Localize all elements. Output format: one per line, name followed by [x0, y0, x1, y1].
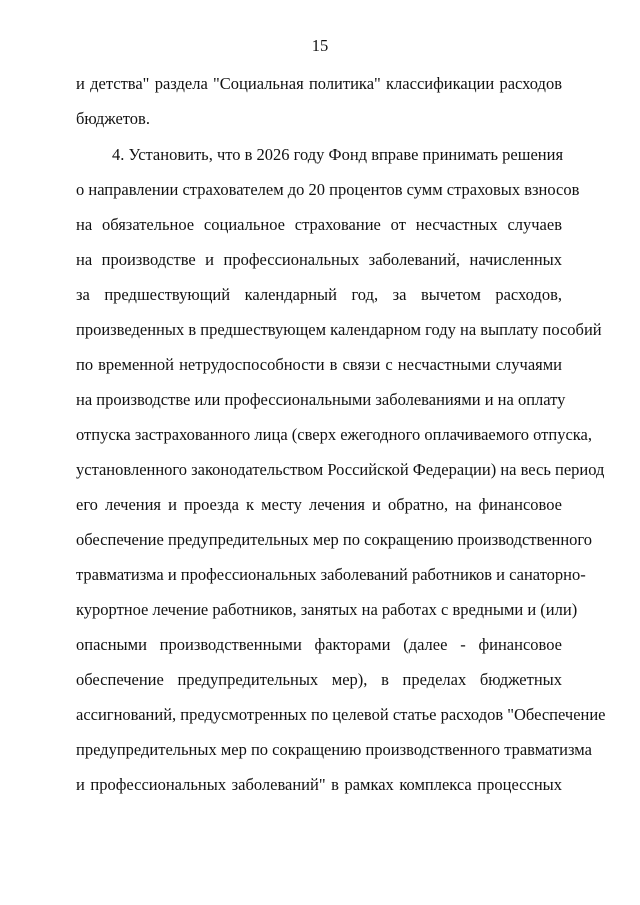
text-line: на производстве и профессиональных заболеваний, начисленных — [76, 250, 562, 269]
text-line: травматизма и профессиональных заболеваний работников и санаторно- — [76, 565, 586, 584]
text-line: бюджетов. — [76, 109, 150, 128]
text-line: и детства" раздела "Социальная политика" классификации расходов — [76, 74, 562, 93]
text-line: его лечения и проезда к месту лечения и обратно, на финансовое — [76, 495, 562, 514]
text-line: на производстве или профессиональными заболеваниями и на оплату — [76, 390, 566, 409]
paragraph-first-line: 4. Установить, что в 2026 году Фонд вправе принимать решения — [112, 145, 564, 164]
text-line: и профессиональных заболеваний" в рамках комплекса процессных — [76, 775, 562, 794]
text-line: по временной нетрудоспособности в связи с несчастными случаями — [76, 355, 562, 374]
text-line: предупредительных мер по сокращению производственного травматизма — [76, 740, 592, 759]
text-line: ассигнований, предусмотренных по целевой статье расходов "Обеспечение — [76, 705, 606, 724]
text-line: за предшествующий календарный год, за вычетом расходов, — [76, 285, 562, 304]
text-line: произведенных в предшествующем календарном году на выплату пособий — [76, 320, 602, 339]
text-line: отпуска застрахованного лица (сверх ежегодного оплачиваемого отпуска, — [76, 425, 593, 444]
text-line: о направлении страхователем до 20 процентов сумм страховых взносов — [76, 180, 580, 199]
text-line: курортное лечение работников, занятых на работах с вредными и (или) — [76, 600, 578, 619]
text-line: обеспечение предупредительных мер по сокращению производственного — [76, 530, 593, 549]
text-line: опасными производственными факторами (далее - финансовое — [76, 635, 562, 654]
text-line: обеспечение предупредительных мер), в пределах бюджетных — [76, 670, 562, 689]
text-line: установленного законодательством Российской Федерации) на весь период — [76, 460, 605, 479]
page-number: 15 — [311, 36, 329, 55]
text-line: на обязательное социальное страхование от несчастных случаев — [76, 215, 562, 234]
